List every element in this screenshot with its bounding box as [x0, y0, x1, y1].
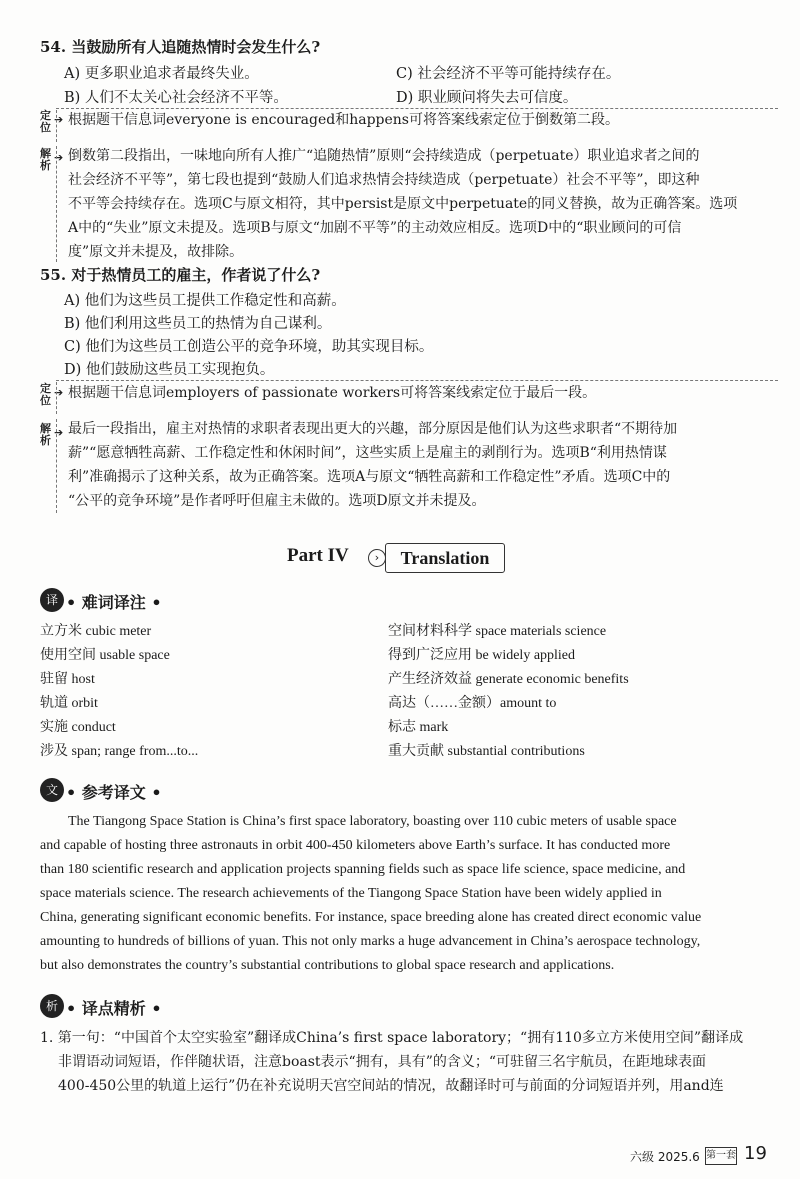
vocab-item: 标志 mark: [388, 720, 449, 735]
reference-line: but also demonstrates the country’s substantial contributions to global space research and applications.: [40, 958, 615, 973]
vocab-item: 得到广泛应用 be widely applied: [388, 648, 576, 663]
analysis-line: 度”原文并未提及，故排除。: [68, 244, 244, 260]
q54-option-d: D) 职业顾问将失去可信度。: [396, 90, 578, 106]
vocab-item: 重大贡献 substantial contributions: [388, 744, 585, 759]
notes-heading: • 译点精析 •: [66, 999, 162, 1018]
q55-option-c: C) 他们为这些员工创造公平的竞争环境，助其实现目标。: [64, 339, 434, 355]
analysis-line: 倒数第二段指出，一味地向所有人推广“追随热情”原则“会持续造成（perpetuate）职业追求者之间的: [68, 148, 700, 164]
analysis-line: 不平等会持续存在。选项C与原文相符，其中persist是原文中perpetuate的同义替换，故为正确答案。选项: [68, 196, 738, 212]
locate-tag: 定位: [40, 109, 51, 134]
vocab-item: 实施 conduct: [40, 720, 116, 735]
arrow-icon: ➔: [54, 113, 64, 126]
reference-line: space materials science. The research achievements of the Tiangong Space Station have been widely applied in: [40, 886, 662, 901]
notes-line: 非谓语动词短语，作伴随状语，注意boast表示“拥有，具有”的含义；“可驻留三名宇航员，在距地球表面: [58, 1054, 707, 1070]
arrow-icon: ➔: [54, 151, 64, 164]
reference-line: than 180 scientific research and application projects spanning fields such as space life science, space medicine, and: [40, 862, 686, 877]
divider: [56, 382, 57, 414]
divider: [56, 146, 57, 262]
vocab-item: 产生经济效益 generate economic benefits: [388, 672, 629, 687]
q54-analysis: [68, 144, 737, 264]
analysis-tag: 解析: [40, 422, 51, 447]
page-number: 19: [744, 1143, 767, 1164]
vocab-item: 高达（……金额）amount to: [388, 696, 557, 711]
divider: [56, 110, 57, 142]
footer-edition: 六级 2025.6: [630, 1150, 700, 1164]
analysis-tag: 解析: [40, 147, 51, 172]
section-title-box: [385, 543, 505, 573]
reference-line: China, generating significant economic benefits. For instance, space breeding alone has created direct economic value: [40, 910, 702, 925]
reference-line: and capable of hosting three astronauts in orbit 400-450 kilometers above Earth’s surface. It has conducted more: [40, 838, 671, 853]
q54-option-a: A) 更多职业追求者最终失业。: [64, 66, 259, 82]
question-54-title: 54. 当鼓励所有人追随热情时会发生什么?: [40, 38, 321, 56]
q54-option-b: B) 人们不太关心社会经济不平等。: [64, 90, 288, 106]
vocab-icon: 译: [40, 588, 64, 612]
q55-option-d: D) 他们鼓励这些员工实现抱负。: [64, 362, 275, 378]
part-title: Part IV: [287, 545, 349, 566]
q55-locate-text: 根据题干信息词employers of passionate workers可将答案线索定位于最后一段。: [68, 385, 597, 401]
vocab-heading: • 难词译注 •: [66, 593, 162, 612]
chevron-right-icon: ›: [368, 549, 386, 567]
q54-locate-text: 根据题干信息词everyone is encouraged和happens可将答案线索定位于倒数第二段。: [68, 112, 619, 128]
q54-option-c: C) 社会经济不平等可能持续存在。: [396, 66, 621, 82]
reference-heading: • 参考译文 •: [66, 783, 162, 802]
vocab-item: 轨道 orbit: [40, 696, 98, 711]
analysis-line: “公平的竞争环境”是作者呼吁但雇主未做的。选项D原文并未提及。: [68, 493, 486, 509]
notes-icon: 析: [40, 994, 64, 1018]
notes-line: 400-450公里的轨道上运行”仍在补充说明天宫空间站的情况，故翻译时可与前面的分词短语并列，用and连: [58, 1078, 724, 1094]
analysis-line: 社会经济不平等”，第七段也提到“鼓励人们追求热情会持续造成（perpetuate）社会不平等”，即这种: [68, 172, 700, 188]
q55-analysis: [68, 417, 677, 513]
divider: [56, 419, 57, 513]
vocab-item: 涉及 span; range from...to...: [40, 744, 199, 759]
arrow-icon: ➔: [54, 386, 64, 399]
vocab-item: 空间材料科学 space materials science: [388, 624, 607, 639]
reference-line: amounting to hundreds of billions of yuan. This not only marks a huge advancement in China’s aerospace technology,: [40, 934, 701, 949]
q55-option-a: A) 他们为这些员工提供工作稳定性和高薪。: [64, 293, 346, 309]
analysis-line: 利”准确揭示了这种关系，故为正确答案。选项A与原文“牺牲高薪和工作稳定性”矛盾。选项C中的: [68, 469, 671, 485]
vocab-item: 立方米 cubic meter: [40, 624, 152, 639]
reference-paragraph: [40, 810, 754, 978]
reference-icon: 文: [40, 778, 64, 802]
reference-line: The Tiangong Space Station is China’s first space laboratory, boasting over 110 cubic meters of usable space: [68, 814, 677, 829]
analysis-line: A中的“失业”原文未提及。选项B与原文“加剧不平等”的主动效应相反。选项D中的“职业顾问的可信: [68, 220, 682, 236]
footer-set: 第一套: [705, 1147, 737, 1165]
notes-paragraph: [40, 1026, 743, 1098]
locate-tag: 定位: [40, 382, 51, 407]
vocab-item: 使用空间 usable space: [40, 648, 170, 663]
section-title: Translation: [400, 548, 490, 568]
arrow-icon: ➔: [54, 426, 64, 439]
q55-option-b: B) 他们利用这些员工的热情为自己谋利。: [64, 316, 332, 332]
notes-line: 1. 第一句：“中国首个太空实验室”翻译成China’s first space laboratory；“拥有110多立方米使用空间”翻译成: [40, 1030, 744, 1046]
analysis-line: 最后一段指出，雇主对热情的求职者表现出更大的兴趣，部分原因是他们认为这些求职者“不期待加: [68, 421, 678, 437]
vocab-item: 驻留 host: [40, 672, 95, 687]
question-55-title: 55. 对于热情员工的雇主，作者说了什么?: [40, 266, 321, 284]
analysis-line: 薪”“愿意牺牲高薪、工作稳定性和休闲时间”，这些实质上是雇主的剥削行为。选项B“利用热情谋: [68, 445, 667, 461]
